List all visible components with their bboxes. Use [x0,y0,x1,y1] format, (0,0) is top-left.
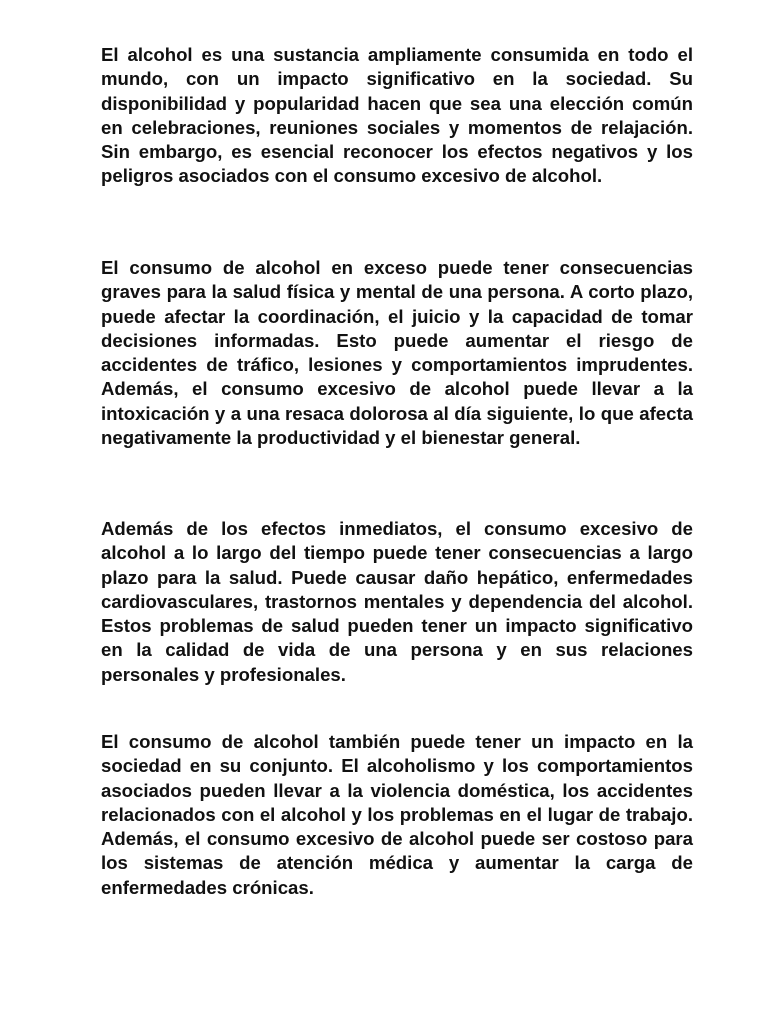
paragraph-4: El consumo de alcohol también puede tener un impacto en la sociedad en su conjunto. El alcoholismo y los comportamientos asociados pueden llevar a la violencia doméstica, los accidentes relacionados con el alcohol y los problemas en el lugar de trabajo. Además, el consumo excesivo de alcohol puede ser costoso para los sistemas de atención médica y aumentar la carga de enfermedades crónicas. [101,731,693,898]
paragraph-2: El consumo de alcohol en exceso puede tener consecuencias graves para la salud física y mental de una persona. A corto plazo, puede afectar la coordinación, el juicio y la capacidad de tomar decisiones informadas. Esto puede aumentar el riesgo de accidentes de tráfico, lesiones y comportamientos imprudentes. Además, el consumo excesivo de alcohol puede llevar a la intoxicación y a una resaca dolorosa al día siguiente, lo que afecta negativamente la productividad y el bienestar general. [101,257,693,449]
paragraph-3: Además de los efectos inmediatos, el consumo excesivo de alcohol a lo largo del tiempo puede tener consecuencias a largo plazo para la salud. Puede causar daño hepático, enfermedades cardiovasculares, trastornos mentales y dependencia del alcohol. Estos problemas de salud pueden tener un impacto significativo en la calidad de vida de una persona y en sus relaciones personales y profesionales. [101,518,693,685]
paragraph-1: El alcohol es una sustancia ampliamente consumida en todo el mundo, con un impacto significativo en la sociedad. Su disponibilidad y popularidad hacen que sea una elección común en celebraciones, reuniones sociales y momentos de relajación. Sin embargo, es esencial reconocer los efectos negativos y los peligros asociados con el consumo excesivo de alcohol. [101,44,693,187]
